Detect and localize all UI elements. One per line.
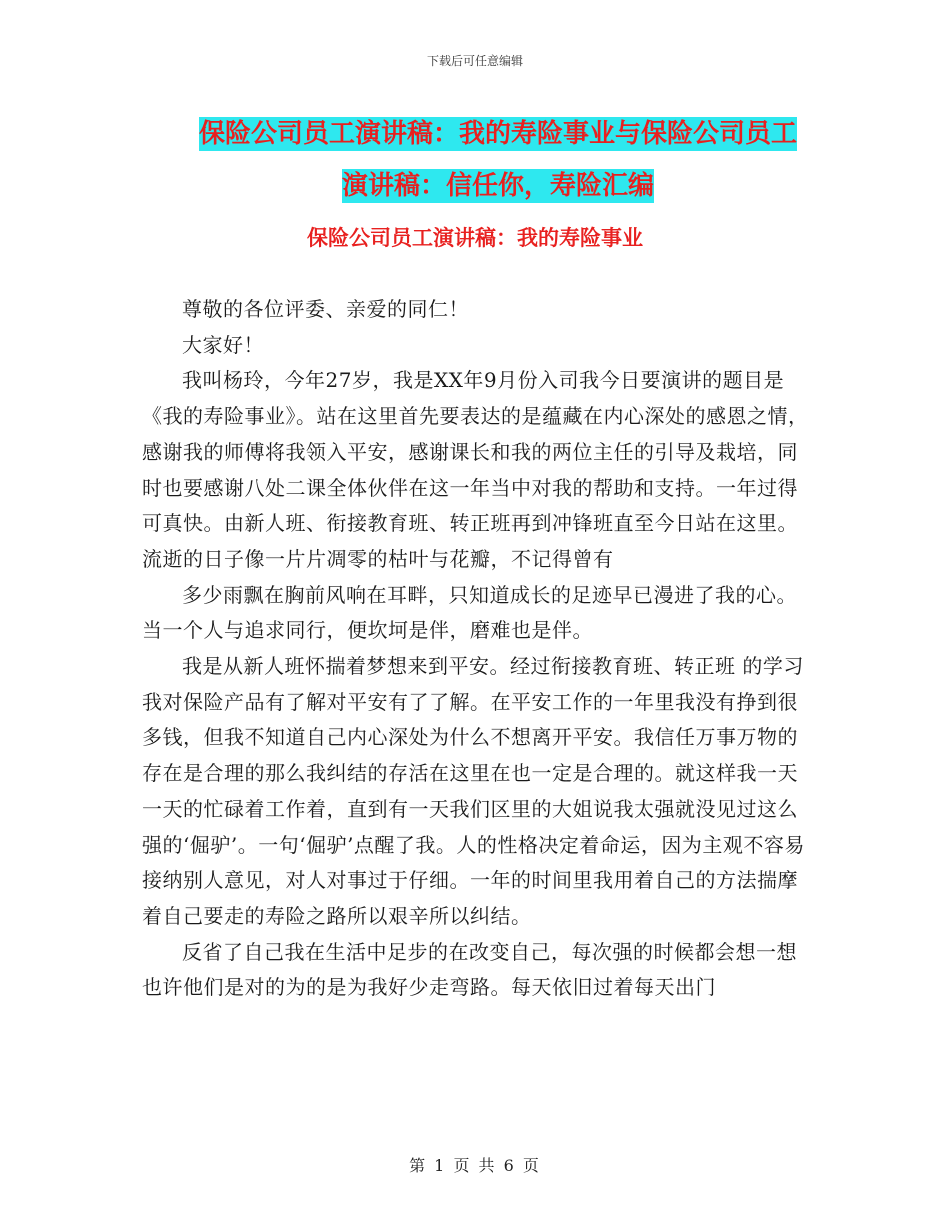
page-header-note: 下载后可任意编辑: [426, 54, 523, 68]
document-title-line-1: 保险公司员工演讲稿：我的寿险事业与保险公司员工: [198, 119, 797, 149]
document-body: [142, 292, 809, 1006]
paragraph: 反省了自己我在生活中足步的在改变自己，每次强的时候都会想一想也许他们是对的为的是为我好少走弯路。每天依旧过着每天出门: [142, 939, 797, 1000]
paragraph: 多少雨飘在胸前风响在耳畔，只知道成长的足迹早已漫进了我的心。当一个人与追求同行，便坎坷是伴，磨难也是伴。: [142, 582, 797, 643]
paragraph-greeting: 大家好！: [182, 332, 264, 357]
paragraph: 我叫杨玲，今年27岁，我是XX年9月份入司我今日要演讲的题目是《我的寿险事业》。站在这里首先要表达的是蕴藏在内心深处的感恩之情，感谢我的师傅将我领入平安，感谢课长和我的两位主任的引导及栽培，同时也要感谢八处二课全体伙伴在这一年当中对我的帮助和支持。一年过得可真快。由新人班、衔接教育班、转正班再到冲锋班直至今日站在这里。流逝的日子像一片片凋零的枯叶与花瓣，不记得曾有: [142, 368, 809, 571]
section-title: 保险公司员工演讲稿：我的寿险事业: [307, 226, 643, 250]
paragraph-salutation: 尊敬的各位评委、亲爱的同仁！: [182, 297, 469, 321]
document-title: [178, 108, 818, 212]
document-title-line-2: 演讲稿：信任你，寿险汇编: [341, 171, 654, 201]
page-number-footer: 第 1 页 共 6 页: [409, 1156, 541, 1175]
paragraph: 我是从新人班怀揣着梦想来到平安。经过衔接教育班、转正班 的学习我对保险产品有了解对平安有了了解。在平安工作的一年里我没有挣到很多钱，但我不知道自己内心深处为什么不想离开平安。我信任万事万物的存在是合理的那么我纠结的存活在这里在也一定是合理的。就这样我一天一天的忙碌着工作着，直到有一天我们区里的大姐说我太强就没见过这么强的‘倔驴’。一句‘倔驴’点醒了我。人的性格决定着命运，因为主观不容易接纳别人意见，对人对事过于仔细。一年的时间里我用着自己的方法揣摩着自己要走的寿险之路所以艰辛所以纠结。: [142, 654, 805, 928]
